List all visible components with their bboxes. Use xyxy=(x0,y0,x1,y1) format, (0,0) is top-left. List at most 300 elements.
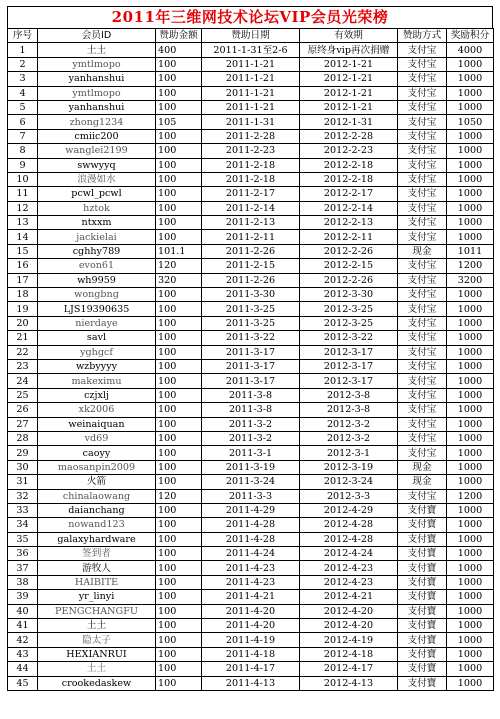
table-row xyxy=(8,244,494,258)
cell-amount: 100 xyxy=(156,403,202,417)
cell-method: 支付宝 xyxy=(398,158,447,172)
cell-valid-until: 2012-3-3 xyxy=(300,489,398,503)
cell-row-index: 45 xyxy=(8,676,38,690)
cell-row-index: 23 xyxy=(8,359,38,373)
cell-member-id: galaxyhardware xyxy=(38,532,156,546)
cell-valid-until: 2012-2-26 xyxy=(300,244,398,258)
cell-method: 支付宝 xyxy=(398,100,447,114)
cell-method: 现金 xyxy=(398,244,447,258)
cell-date: 2011-4-19 xyxy=(202,633,300,647)
cell-date: 2011-2-28 xyxy=(202,129,300,143)
cell-amount: 100 xyxy=(156,316,202,330)
cell-amount: 101.1 xyxy=(156,244,202,258)
cell-row-index: 9 xyxy=(8,158,38,172)
cell-points: 1000 xyxy=(447,187,494,201)
cell-date: 2011-1-21 xyxy=(202,86,300,100)
cell-date: 2011-4-23 xyxy=(202,575,300,589)
cell-method: 支付宝 xyxy=(398,403,447,417)
table-row xyxy=(8,86,494,100)
cell-valid-until: 2012-3-25 xyxy=(300,316,398,330)
cell-points: 1000 xyxy=(447,475,494,489)
cell-method: 支付宝 xyxy=(398,374,447,388)
table-row xyxy=(8,316,494,330)
table-row xyxy=(8,503,494,517)
cell-date: 2011-2-15 xyxy=(202,259,300,273)
cell-row-index: 1 xyxy=(8,43,38,57)
table-row xyxy=(8,518,494,532)
cell-points: 1000 xyxy=(447,230,494,244)
cell-amount: 100 xyxy=(156,590,202,604)
cell-amount: 120 xyxy=(156,259,202,273)
cell-valid-until: 2012-2-17 xyxy=(300,187,398,201)
cell-row-index: 26 xyxy=(8,403,38,417)
cell-amount: 400 xyxy=(156,43,202,57)
table-row xyxy=(8,158,494,172)
cell-amount: 100 xyxy=(156,144,202,158)
cell-row-index: 42 xyxy=(8,633,38,647)
cell-date: 2011-4-23 xyxy=(202,561,300,575)
cell-valid-until: 2012-4-17 xyxy=(300,662,398,676)
cell-points: 1200 xyxy=(447,259,494,273)
cell-member-id: 签到者 xyxy=(38,547,156,561)
cell-points: 1000 xyxy=(447,57,494,71)
col-header-date: 赞助日期 xyxy=(202,29,300,43)
cell-member-id: wh9959 xyxy=(38,273,156,287)
cell-amount: 100 xyxy=(156,547,202,561)
cell-method: 支付宝 xyxy=(398,259,447,273)
cell-date: 2011-4-29 xyxy=(202,503,300,517)
cell-valid-until: 2012-4-20 xyxy=(300,619,398,633)
cell-points: 1000 xyxy=(447,604,494,618)
cell-amount: 100 xyxy=(156,230,202,244)
cell-date: 2011-3-19 xyxy=(202,460,300,474)
cell-member-id: wzbyyyy xyxy=(38,359,156,373)
cell-method: 支付寶 xyxy=(398,518,447,532)
cell-date: 2011-4-21 xyxy=(202,590,300,604)
cell-method: 支付宝 xyxy=(398,288,447,302)
table-row xyxy=(8,172,494,186)
table-row xyxy=(8,547,494,561)
cell-row-index: 12 xyxy=(8,201,38,215)
cell-date: 2011-2-18 xyxy=(202,172,300,186)
table-row xyxy=(8,43,494,57)
cell-member-id: 土土 xyxy=(38,619,156,633)
cell-date: 2011-3-8 xyxy=(202,403,300,417)
cell-method: 支付宝 xyxy=(398,43,447,57)
cell-date: 2011-3-25 xyxy=(202,316,300,330)
col-header-method: 赞助方式 xyxy=(398,29,447,43)
cell-method: 支付宝 xyxy=(398,129,447,143)
cell-amount: 100 xyxy=(156,388,202,402)
vip-honor-sheet xyxy=(7,6,493,691)
cell-date: 2011-1-31 xyxy=(202,115,300,129)
cell-method: 支付寶 xyxy=(398,662,447,676)
cell-member-id: wongbng xyxy=(38,288,156,302)
cell-amount: 100 xyxy=(156,187,202,201)
cell-method: 支付寶 xyxy=(398,633,447,647)
cell-member-id: yanhanshui xyxy=(38,100,156,114)
cell-method: 支付宝 xyxy=(398,388,447,402)
cell-points: 3200 xyxy=(447,273,494,287)
table-row xyxy=(8,288,494,302)
table-row xyxy=(8,359,494,373)
cell-method: 支付宝 xyxy=(398,446,447,460)
cell-amount: 100 xyxy=(156,676,202,690)
cell-method: 支付寶 xyxy=(398,561,447,575)
cell-amount: 100 xyxy=(156,374,202,388)
cell-method: 支付宝 xyxy=(398,230,447,244)
cell-row-index: 16 xyxy=(8,259,38,273)
cell-method: 支付宝 xyxy=(398,431,447,445)
cell-points: 1000 xyxy=(447,446,494,460)
cell-row-index: 28 xyxy=(8,431,38,445)
cell-amount: 100 xyxy=(156,129,202,143)
cell-member-id: jackielai xyxy=(38,230,156,244)
table-row xyxy=(8,331,494,345)
cell-points: 1000 xyxy=(447,86,494,100)
cell-date: 2011-1-21 xyxy=(202,57,300,71)
cell-row-index: 35 xyxy=(8,532,38,546)
table-row xyxy=(8,460,494,474)
cell-date: 2011-3-2 xyxy=(202,417,300,431)
table-row xyxy=(8,446,494,460)
cell-points: 1000 xyxy=(447,431,494,445)
cell-valid-until: 2012-4-13 xyxy=(300,676,398,690)
cell-valid-until: 2012-1-21 xyxy=(300,100,398,114)
cell-valid-until: 2012-3-1 xyxy=(300,446,398,460)
cell-member-id: 土土 xyxy=(38,662,156,676)
cell-row-index: 41 xyxy=(8,619,38,633)
cell-member-id: yanhanshui xyxy=(38,72,156,86)
cell-method: 支付寶 xyxy=(398,647,447,661)
table-row xyxy=(8,403,494,417)
cell-member-id: hztok xyxy=(38,201,156,215)
cell-valid-until: 2012-2-11 xyxy=(300,230,398,244)
cell-points: 1000 xyxy=(447,590,494,604)
cell-amount: 100 xyxy=(156,475,202,489)
cell-valid-until: 2012-3-25 xyxy=(300,302,398,316)
cell-valid-until: 2012-3-8 xyxy=(300,388,398,402)
cell-member-id: 游牧人 xyxy=(38,561,156,575)
cell-date: 2011-4-24 xyxy=(202,547,300,561)
table-row xyxy=(8,216,494,230)
cell-valid-until: 2012-1-21 xyxy=(300,86,398,100)
cell-row-index: 40 xyxy=(8,604,38,618)
cell-row-index: 34 xyxy=(8,518,38,532)
cell-row-index: 33 xyxy=(8,503,38,517)
cell-member-id: PENGCHANGFU xyxy=(38,604,156,618)
cell-date: 2011-3-17 xyxy=(202,374,300,388)
cell-member-id: maosanpin2009 xyxy=(38,460,156,474)
cell-valid-until: 2012-3-8 xyxy=(300,403,398,417)
cell-points: 1000 xyxy=(447,547,494,561)
col-header-amount: 赞助金额 xyxy=(156,29,202,43)
cell-points: 1200 xyxy=(447,489,494,503)
cell-valid-until: 2012-4-23 xyxy=(300,575,398,589)
cell-points: 1000 xyxy=(447,144,494,158)
cell-valid-until: 2012-4-18 xyxy=(300,647,398,661)
cell-valid-until: 2012-4-28 xyxy=(300,532,398,546)
cell-points: 1000 xyxy=(447,374,494,388)
cell-member-id: 浪漫如水 xyxy=(38,172,156,186)
cell-amount: 100 xyxy=(156,331,202,345)
cell-method: 支付宝 xyxy=(398,72,447,86)
cell-points: 1000 xyxy=(447,129,494,143)
table-row xyxy=(8,604,494,618)
table-row xyxy=(8,302,494,316)
cell-amount: 100 xyxy=(156,647,202,661)
cell-member-id: LJS19390635 xyxy=(38,302,156,316)
cell-valid-until: 2012-3-2 xyxy=(300,417,398,431)
cell-points: 1000 xyxy=(447,331,494,345)
cell-amount: 105 xyxy=(156,115,202,129)
cell-amount: 100 xyxy=(156,172,202,186)
cell-points: 1000 xyxy=(447,316,494,330)
cell-points: 1000 xyxy=(447,633,494,647)
cell-valid-until: 2012-2-15 xyxy=(300,259,398,273)
cell-method: 支付寶 xyxy=(398,590,447,604)
cell-valid-until: 2012-3-2 xyxy=(300,431,398,445)
cell-amount: 100 xyxy=(156,72,202,86)
cell-date: 2011-3-17 xyxy=(202,359,300,373)
cell-points: 1000 xyxy=(447,302,494,316)
cell-points: 1000 xyxy=(447,201,494,215)
cell-date: 2011-2-23 xyxy=(202,144,300,158)
table-row xyxy=(8,187,494,201)
cell-member-id: crookedaskew xyxy=(38,676,156,690)
cell-row-index: 15 xyxy=(8,244,38,258)
cell-valid-until: 2012-2-18 xyxy=(300,172,398,186)
cell-date: 2011-3-2 xyxy=(202,431,300,445)
cell-valid-until: 2012-3-17 xyxy=(300,345,398,359)
cell-amount: 100 xyxy=(156,86,202,100)
cell-date: 2011-2-17 xyxy=(202,187,300,201)
cell-amount: 100 xyxy=(156,201,202,215)
cell-date: 2011-3-25 xyxy=(202,302,300,316)
cell-method: 支付寶 xyxy=(398,676,447,690)
cell-valid-until: 2012-1-21 xyxy=(300,72,398,86)
cell-member-id: czjxlj xyxy=(38,388,156,402)
cell-member-id: ntxxm xyxy=(38,216,156,230)
cell-row-index: 6 xyxy=(8,115,38,129)
cell-amount: 100 xyxy=(156,431,202,445)
table-row xyxy=(8,676,494,690)
table-row xyxy=(8,475,494,489)
cell-method: 支付宝 xyxy=(398,115,447,129)
cell-row-index: 29 xyxy=(8,446,38,460)
cell-amount: 100 xyxy=(156,158,202,172)
cell-points: 4000 xyxy=(447,43,494,57)
table-row xyxy=(8,129,494,143)
cell-valid-until: 2012-1-21 xyxy=(300,57,398,71)
cell-row-index: 2 xyxy=(8,57,38,71)
cell-amount: 100 xyxy=(156,288,202,302)
cell-method: 支付宝 xyxy=(398,489,447,503)
cell-date: 2011-2-18 xyxy=(202,158,300,172)
cell-valid-until: 2012-4-28 xyxy=(300,518,398,532)
cell-member-id: 火箭 xyxy=(38,475,156,489)
cell-member-id: daianchang xyxy=(38,503,156,517)
cell-row-index: 5 xyxy=(8,100,38,114)
cell-points: 1000 xyxy=(447,172,494,186)
cell-row-index: 3 xyxy=(8,72,38,86)
cell-points: 1000 xyxy=(447,388,494,402)
cell-points: 1011 xyxy=(447,244,494,258)
cell-date: 2011-1-21 xyxy=(202,100,300,114)
cell-points: 1000 xyxy=(447,532,494,546)
cell-row-index: 32 xyxy=(8,489,38,503)
cell-member-id: 土土 xyxy=(38,43,156,57)
cell-row-index: 22 xyxy=(8,345,38,359)
cell-method: 支付宝 xyxy=(398,86,447,100)
cell-date: 2011-2-11 xyxy=(202,230,300,244)
cell-member-id: makeximu xyxy=(38,374,156,388)
cell-method: 支付宝 xyxy=(398,359,447,373)
cell-date: 2011-2-26 xyxy=(202,273,300,287)
table-row xyxy=(8,201,494,215)
table-row xyxy=(8,662,494,676)
table-row xyxy=(8,72,494,86)
cell-amount: 100 xyxy=(156,619,202,633)
cell-amount: 100 xyxy=(156,604,202,618)
cell-date: 2011-3-30 xyxy=(202,288,300,302)
cell-row-index: 25 xyxy=(8,388,38,402)
cell-member-id: swwyyq xyxy=(38,158,156,172)
cell-points: 1000 xyxy=(447,288,494,302)
cell-row-index: 13 xyxy=(8,216,38,230)
cell-amount: 120 xyxy=(156,489,202,503)
table-row xyxy=(8,259,494,273)
table-row xyxy=(8,115,494,129)
cell-points: 1000 xyxy=(447,403,494,417)
cell-method: 支付寶 xyxy=(398,532,447,546)
cell-date: 2011-2-14 xyxy=(202,201,300,215)
cell-row-index: 36 xyxy=(8,547,38,561)
table-row xyxy=(8,417,494,431)
table-row xyxy=(8,647,494,661)
cell-row-index: 10 xyxy=(8,172,38,186)
cell-member-id: caoyy xyxy=(38,446,156,460)
cell-member-id: HEXIANRUI xyxy=(38,647,156,661)
cell-row-index: 21 xyxy=(8,331,38,345)
cell-date: 2011-3-22 xyxy=(202,331,300,345)
cell-valid-until: 2012-3-24 xyxy=(300,475,398,489)
cell-amount: 100 xyxy=(156,345,202,359)
table-row xyxy=(8,561,494,575)
cell-date: 2011-4-18 xyxy=(202,647,300,661)
cell-date: 2011-1-31至2-6 xyxy=(202,43,300,57)
cell-method: 支付寶 xyxy=(398,604,447,618)
table-row xyxy=(8,230,494,244)
cell-member-id: wanglei2199 xyxy=(38,144,156,158)
cell-date: 2011-1-21 xyxy=(202,72,300,86)
cell-valid-until: 2012-4-21 xyxy=(300,590,398,604)
cell-method: 支付宝 xyxy=(398,201,447,215)
cell-date: 2011-2-26 xyxy=(202,244,300,258)
cell-points: 1000 xyxy=(447,676,494,690)
cell-date: 2011-4-13 xyxy=(202,676,300,690)
cell-valid-until: 2012-4-23 xyxy=(300,561,398,575)
cell-amount: 100 xyxy=(156,575,202,589)
cell-valid-until: 原终身vip再次捐赠 xyxy=(300,43,398,57)
cell-member-id: xk2006 xyxy=(38,403,156,417)
sheet-title: 2011年三维网技术论坛VIP会员光荣榜 xyxy=(7,6,493,28)
cell-row-index: 44 xyxy=(8,662,38,676)
cell-points: 1000 xyxy=(447,647,494,661)
cell-date: 2011-4-20 xyxy=(202,604,300,618)
cell-date: 2011-3-1 xyxy=(202,446,300,460)
cell-points: 1050 xyxy=(447,115,494,129)
cell-amount: 100 xyxy=(156,57,202,71)
cell-valid-until: 2012-4-24 xyxy=(300,547,398,561)
cell-row-index: 24 xyxy=(8,374,38,388)
cell-member-id: ymtlmopo xyxy=(38,86,156,100)
cell-valid-until: 2012-2-26 xyxy=(300,273,398,287)
cell-method: 支付宝 xyxy=(398,187,447,201)
table-row xyxy=(8,100,494,114)
cell-member-id: nowand123 xyxy=(38,518,156,532)
cell-points: 1000 xyxy=(447,100,494,114)
cell-method: 支付宝 xyxy=(398,172,447,186)
cell-date: 2011-3-3 xyxy=(202,489,300,503)
cell-date: 2011-4-20 xyxy=(202,619,300,633)
cell-row-index: 38 xyxy=(8,575,38,589)
table-row xyxy=(8,388,494,402)
table-row xyxy=(8,144,494,158)
cell-points: 1000 xyxy=(447,359,494,373)
cell-points: 1000 xyxy=(447,561,494,575)
cell-valid-until: 2012-1-31 xyxy=(300,115,398,129)
cell-method: 支付寶 xyxy=(398,575,447,589)
table-row xyxy=(8,374,494,388)
cell-valid-until: 2012-3-17 xyxy=(300,359,398,373)
cell-amount: 100 xyxy=(156,503,202,517)
cell-valid-until: 2012-3-22 xyxy=(300,331,398,345)
cell-row-index: 8 xyxy=(8,144,38,158)
table-body xyxy=(8,43,494,691)
cell-valid-until: 2012-3-30 xyxy=(300,288,398,302)
cell-method: 支付宝 xyxy=(398,345,447,359)
cell-points: 1000 xyxy=(447,216,494,230)
vip-table xyxy=(7,28,494,691)
cell-amount: 100 xyxy=(156,518,202,532)
cell-amount: 100 xyxy=(156,359,202,373)
cell-amount: 100 xyxy=(156,561,202,575)
cell-amount: 100 xyxy=(156,417,202,431)
cell-method: 支付寶 xyxy=(398,503,447,517)
cell-row-index: 17 xyxy=(8,273,38,287)
table-row xyxy=(8,57,494,71)
cell-amount: 320 xyxy=(156,273,202,287)
cell-valid-until: 2012-2-28 xyxy=(300,129,398,143)
cell-method: 支付宝 xyxy=(398,216,447,230)
cell-row-index: 7 xyxy=(8,129,38,143)
cell-member-id: cghhy789 xyxy=(38,244,156,258)
cell-points: 1000 xyxy=(447,158,494,172)
cell-points: 1000 xyxy=(447,72,494,86)
table-row xyxy=(8,431,494,445)
cell-method: 支付寶 xyxy=(398,619,447,633)
cell-amount: 100 xyxy=(156,100,202,114)
cell-date: 2011-3-24 xyxy=(202,475,300,489)
cell-member-id: zhong1234 xyxy=(38,115,156,129)
cell-valid-until: 2012-2-18 xyxy=(300,158,398,172)
cell-member-id: nierdaye xyxy=(38,316,156,330)
cell-points: 1000 xyxy=(447,345,494,359)
cell-member-id: evon61 xyxy=(38,259,156,273)
cell-amount: 100 xyxy=(156,633,202,647)
cell-method: 支付宝 xyxy=(398,417,447,431)
